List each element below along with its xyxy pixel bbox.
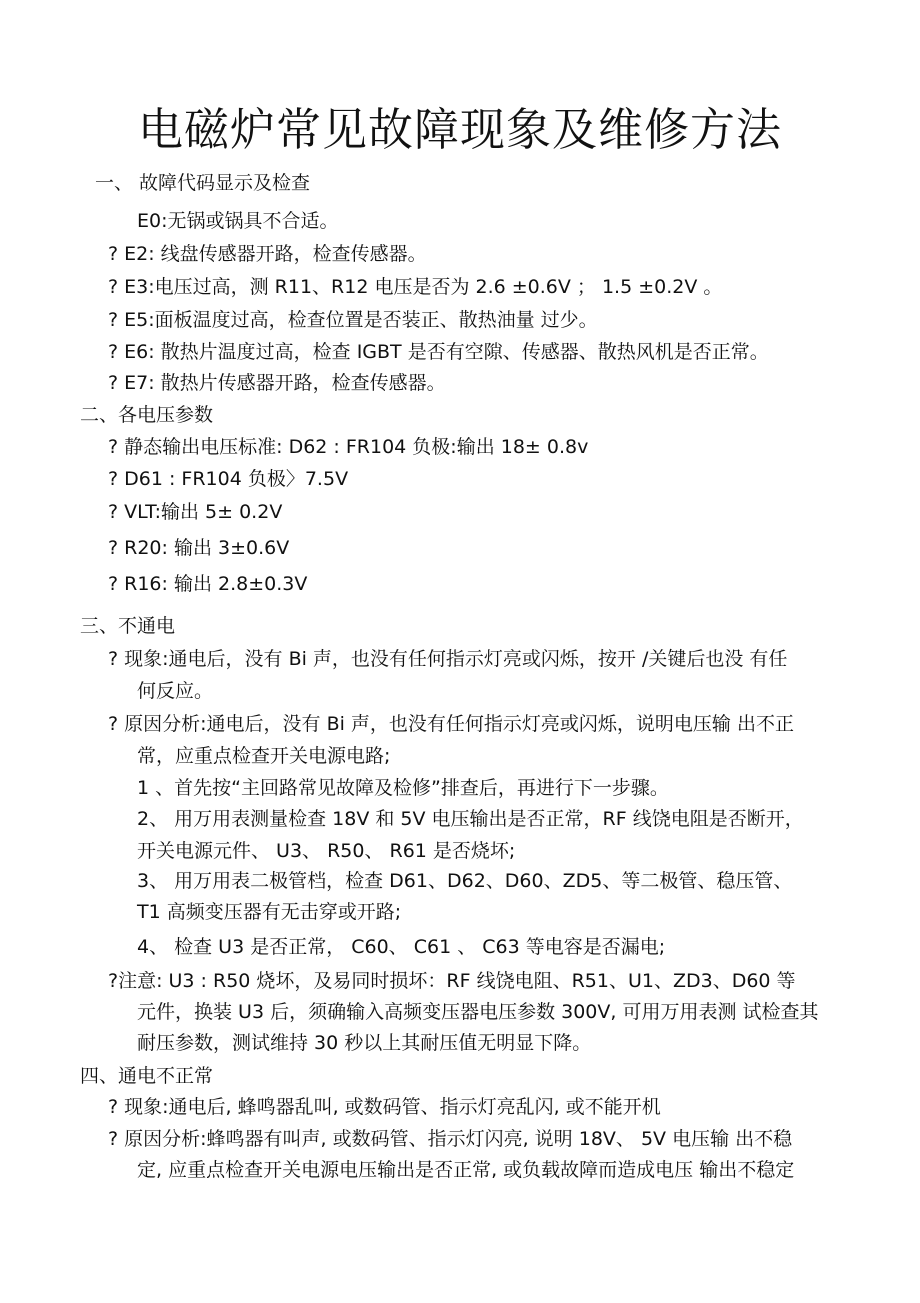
- paragraph-line: 耐压参数，测试维持 30 秒以上其耐压值无明显下降。: [137, 1032, 592, 1054]
- section-heading-voltage-params: 二、各电压参数: [80, 404, 214, 426]
- fault-code-e7: ? E7: 散热片传感器开路，检查传感器。: [108, 372, 446, 394]
- paragraph-line: ? 原因分析:通电后，没有 Bi 声，也没有任何指示灯亮或闪烁，说明电压输 出不正: [108, 713, 794, 735]
- paragraph-line: ?注意: U3 : R50 烧坏，及易同时损坏：RF 线饶电阻、R51、U1、ZD3、D60 等: [108, 970, 796, 992]
- paragraph-line: 何反应。: [137, 680, 214, 702]
- paragraph-line: 定, 应重点检查开关电源电压输出是否正常, 或负载故障而造成电压 输出不稳定: [137, 1159, 795, 1181]
- document-title: 电磁炉常见故障现象及维修方法: [137, 103, 782, 156]
- fault-code-e3: ? E3:电压过高，测 R11、R12 电压是否为 2.6 ±0.6V ； 1.5 ±0.2V 。: [108, 276, 723, 298]
- voltage-param-line: ? R16: 输出 2.8±0.3V: [108, 573, 308, 595]
- fault-code-e0: E0:无锅或锅具不合适。: [137, 210, 339, 232]
- paragraph-line: 4、 检查 U3 是否正常， C60、 C61 、 C63 等电容是否漏电;: [137, 936, 666, 958]
- fault-code-e5: ? E5:面板温度过高，检查位置是否装正、散热油量 过少。: [108, 309, 598, 331]
- paragraph-line: ? 现象:通电后，没有 Bi 声，也没有任何指示灯亮或闪烁，按开 /关键后也没 有任: [108, 648, 788, 670]
- paragraph-line: T1 高频变压器有无击穿或开路;: [137, 901, 402, 923]
- voltage-param-line: ? VLT:输出 5± 0.2V: [108, 501, 283, 523]
- paragraph-line: 常，应重点检查开关电源电路;: [137, 745, 391, 767]
- paragraph-line: 开关电源元件、 U3、 R50、 R61 是否烧坏;: [137, 840, 516, 862]
- paragraph-line: 元件，换装 U3 后，须确输入高频变压器电压参数 300V, 可用万用表测 试检查其: [137, 1001, 819, 1023]
- section-heading-no-power: 三、不通电: [80, 615, 176, 637]
- paragraph-line: 2、 用万用表测量检查 18V 和 5V 电压输出是否正常，RF 线饶电阻是否断开，: [137, 808, 804, 830]
- paragraph-line: 3、 用万用表二极管档，检查 D61、D62、D60、ZD5、等二极管、稳压管、: [137, 870, 793, 892]
- voltage-param-line: ? R20: 输出 3±0.6V: [108, 537, 290, 559]
- fault-code-e2: ? E2: 线盘传感器开路，检查传感器。: [108, 243, 427, 265]
- paragraph-line: ? 原因分析:蜂鸣器有叫声, 或数码管、指示灯闪亮, 说明 18V、 5V 电压输 出不稳: [108, 1128, 793, 1150]
- paragraph-line: ? 现象:通电后, 蜂鸣器乱叫, 或数码管、指示灯亮乱闪, 或不能开机: [108, 1096, 661, 1118]
- section-heading-fault-codes: 一、 故障代码显示及检查: [95, 172, 311, 194]
- paragraph-line: 1 、首先按“主回路常见故障及检修”排查后，再进行下一步骤。: [137, 777, 669, 799]
- fault-code-e6: ? E6: 散热片温度过高，检查 IGBT 是否有空隙、传感器、散热风机是否正常。: [108, 341, 769, 363]
- voltage-param-line: ? 静态输出电压标准: D62 : FR104 负极:输出 18± 0.8v: [108, 436, 589, 458]
- section-heading-abnormal-power: 四、通电不正常: [80, 1065, 214, 1087]
- voltage-param-line: ? D61 : FR104 负极〉7.5V: [108, 468, 349, 490]
